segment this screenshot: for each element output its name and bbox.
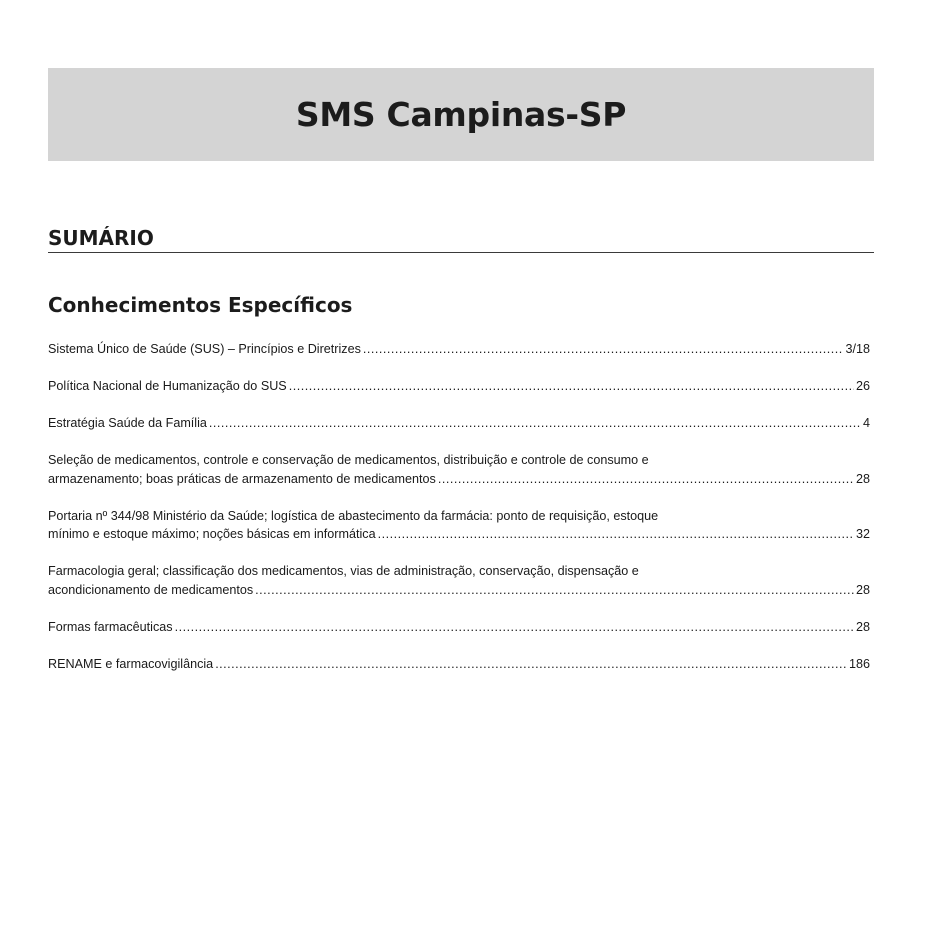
toc-entry-line [48, 340, 870, 359]
toc-entry-text-first-line: Seleção de medicamentos, controle e conservação de medicamentos, distribuição e controle de consumo e [48, 453, 649, 467]
toc-page-number: 3/18 [845, 342, 870, 356]
toc-entry[interactable] [48, 414, 870, 433]
toc-entry-text: Estratégia Saúde da Família [48, 416, 207, 430]
toc-leader-dots [438, 470, 854, 489]
section-heading: Conhecimentos Específicos [48, 293, 353, 317]
toc-leader-dots [363, 340, 844, 359]
toc-entry-text: acondicionamento de medicamentos [48, 582, 254, 597]
toc-page-number: 4 [862, 416, 870, 430]
toc-leader-dots [289, 377, 854, 396]
toc-entry-text: Sistema Único de Saúde (SUS) – Princípios e Diretrizes [48, 342, 361, 356]
toc-entry[interactable] [48, 507, 870, 544]
toc-entry-line [48, 377, 870, 396]
toc-entry-text-first-line: Farmacologia geral; classificação dos medicamentos, vias de administração, conservação, dispensação e [48, 564, 639, 578]
toc-entry-text: armazenamento; boas práticas de armazenamento de medicamentos [48, 471, 436, 486]
toc-entry-line [48, 414, 870, 433]
toc-entry[interactable] [48, 451, 870, 488]
toc-leader-dots [255, 581, 854, 600]
toc-entry[interactable] [48, 340, 870, 359]
toc-page-number: 28 [855, 582, 870, 597]
toc-entry[interactable] [48, 562, 870, 599]
toc-page-number: 28 [855, 471, 870, 486]
toc-entry-text: Formas farmacêuticas [48, 619, 173, 634]
toc-entry-line [48, 470, 870, 489]
toc-page-number: 186 [848, 656, 870, 671]
toc-page-number: 32 [855, 527, 870, 541]
toc-leader-dots [209, 414, 861, 433]
toc-entry-line [48, 525, 870, 544]
toc-entry[interactable] [48, 655, 870, 674]
toc-entry-text: RENAME e farmacovigilância [48, 656, 214, 671]
title-banner [48, 68, 874, 161]
toc-entry-line [48, 581, 870, 600]
toc-leader-dots [378, 525, 854, 544]
toc-entry-line [48, 618, 870, 637]
toc-entry-text: Política Nacional de Humanização do SUS [48, 379, 287, 393]
toc-entry-text-first-line: Portaria nº 344/98 Ministério da Saúde; logística de abastecimento da farmácia: ponto de requisição, estoque [48, 508, 659, 523]
toc-leader-dots [175, 618, 854, 637]
toc-leader-dots [215, 655, 847, 674]
summary-heading: SUMÁRIO [48, 226, 154, 250]
toc-entry-text: mínimo e estoque máximo; noções básicas em informática [48, 527, 376, 541]
toc-page-number: 28 [855, 619, 870, 634]
toc-entry[interactable] [48, 377, 870, 396]
table-of-contents [48, 340, 870, 692]
toc-entry[interactable] [48, 618, 870, 637]
toc-entry-line [48, 655, 870, 674]
document-title: SMS Campinas-SP [295, 95, 627, 134]
toc-page-number: 26 [855, 379, 870, 393]
summary-heading-block [48, 226, 874, 253]
